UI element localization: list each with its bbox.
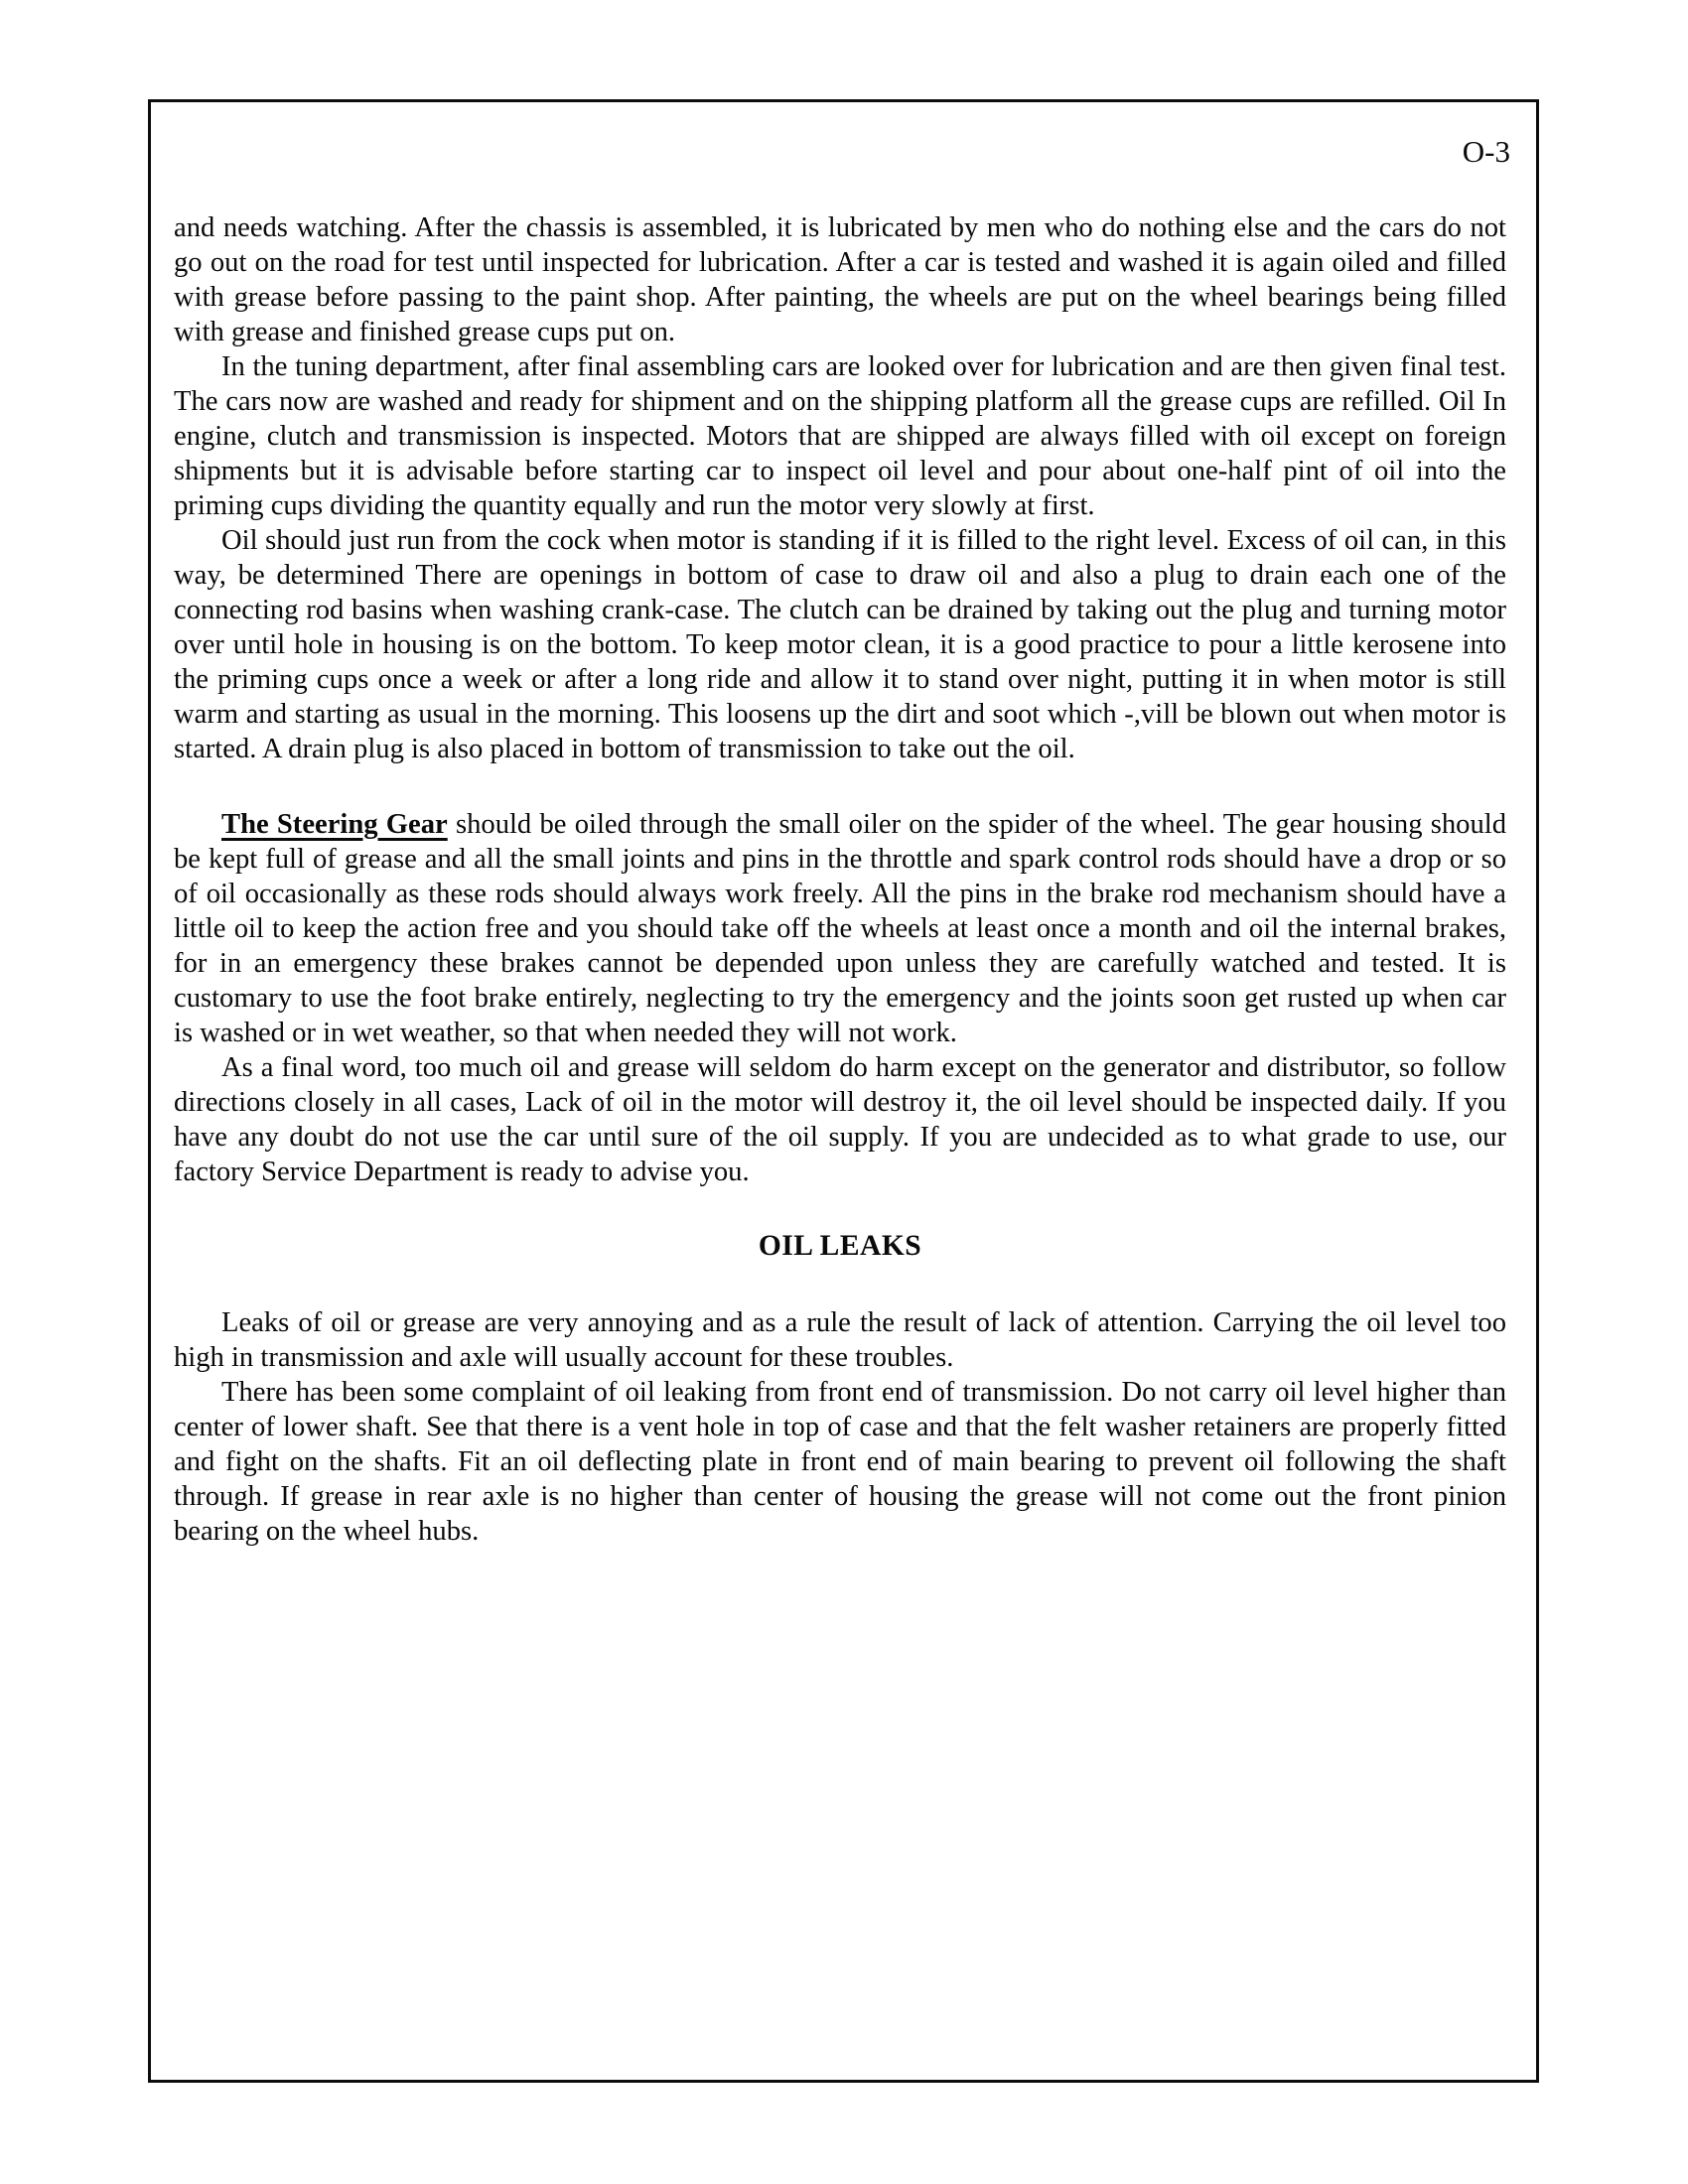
page-body-text	[174, 210, 1506, 1549]
oil-leaks-section-heading: OIL LEAKS	[758, 1230, 922, 1262]
paragraph-tuning-department: In the tuning department, after final assembling cars are looked over for lubrication and are then given final test. The cars now are washed and ready for shipment and on the shipping platform all the grease cups are refilled. Oil In engine, clutch and transmission is inspected. Motors that are shipped are always filled with oil except on foreign shipments but it is advisable before starting car to inspect oil level and pour about one-half pint of oil into the priming cups dividing the quantity equally and run the motor very slowly at first.	[174, 351, 1506, 521]
paragraph-steering-gear	[174, 807, 1506, 1050]
page-border-frame	[148, 99, 1539, 2083]
paragraph-final-word: As a final word, too much oil and grease will seldom do harm except on the generator and distributor, so follow directions closely in all cases, Lack of oil in the motor will destroy it, the oil level should be inspected daily. If you have any doubt do not use the car until sure of the oil supply. If you are undecided as to what grade to use, our factory Service Department is ready to advise you.	[174, 1052, 1506, 1187]
paragraph-oil-level-check: Oil should just run from the cock when motor is standing if it is filled to the right level. Excess of oil can, in this way, be determined There are openings in bottom of case to draw oil and also a plug to drain each one of the connecting rod basins when washing crank-case. The clutch can be drained by taking out the plug and turning motor over until hole in housing is on the bottom. To keep motor clean, it is a good practice to pour a little kerosene into the priming cups once a week or after a long ride and allow it to stand over night, putting it in when motor is still warm and starting as usual in the morning. This loosens up the dirt and soot which -,vill be blown out when motor is started. A drain plug is also placed in bottom of transmission to take out the oil.	[174, 525, 1506, 764]
steering-gear-lead-in: The Steering Gear	[221, 809, 448, 840]
paragraph-oil-leaks-intro: Leaks of oil or grease are very annoying and as a rule the result of lack of attention. Carrying the oil level too high in transmission and axle will usually account for these troubles.	[174, 1307, 1506, 1373]
paragraph-lubrication-continuation: and needs watching. After the chassis is assembled, it is lubricated by men who do nothing else and the cars do not go out on the road for test until inspected for lubrication. After a car is tested and washed it is again oiled and filled with grease before passing to the paint shop. After painting, the wheels are put on the wheel bearings being filled with grease and finished grease cups put on.	[174, 212, 1506, 347]
paragraph-transmission-leak-complaint: There has been some complaint of oil leaking from front end of transmission. Do not carry oil level higher than center of lower shaft. See that there is a vent hole in top of case and that the felt washer retainers are properly fitted and fight on the shafts. Fit an oil deflecting plate in front end of main bearing to prevent oil following the shaft through. If grease in rear axle is no higher than center of housing the grease will not come out the front pinion bearing on the wheel hubs.	[174, 1377, 1506, 1547]
page-number: O-3	[1462, 134, 1510, 169]
steering-gear-text: should be oiled through the small oiler on the spider of the wheel. The gear housing should be kept full of grease and all the small joints and pins in the throttle and spark control rods should have a drop or so of oil occasionally as these rods should always work freely. All the pins in the brake rod mechanism should have a little oil to keep the action free and you should take off the wheels at least once a month and oil the internal brakes, for in an emergency these brakes cannot be depended upon unless they are carefully watched and tested. It is customary to use the foot brake entirely, neglecting to try the emergency and the joints soon get rusted up when car is washed or in wet weather, so that when needed they will not work.	[174, 809, 1507, 1048]
